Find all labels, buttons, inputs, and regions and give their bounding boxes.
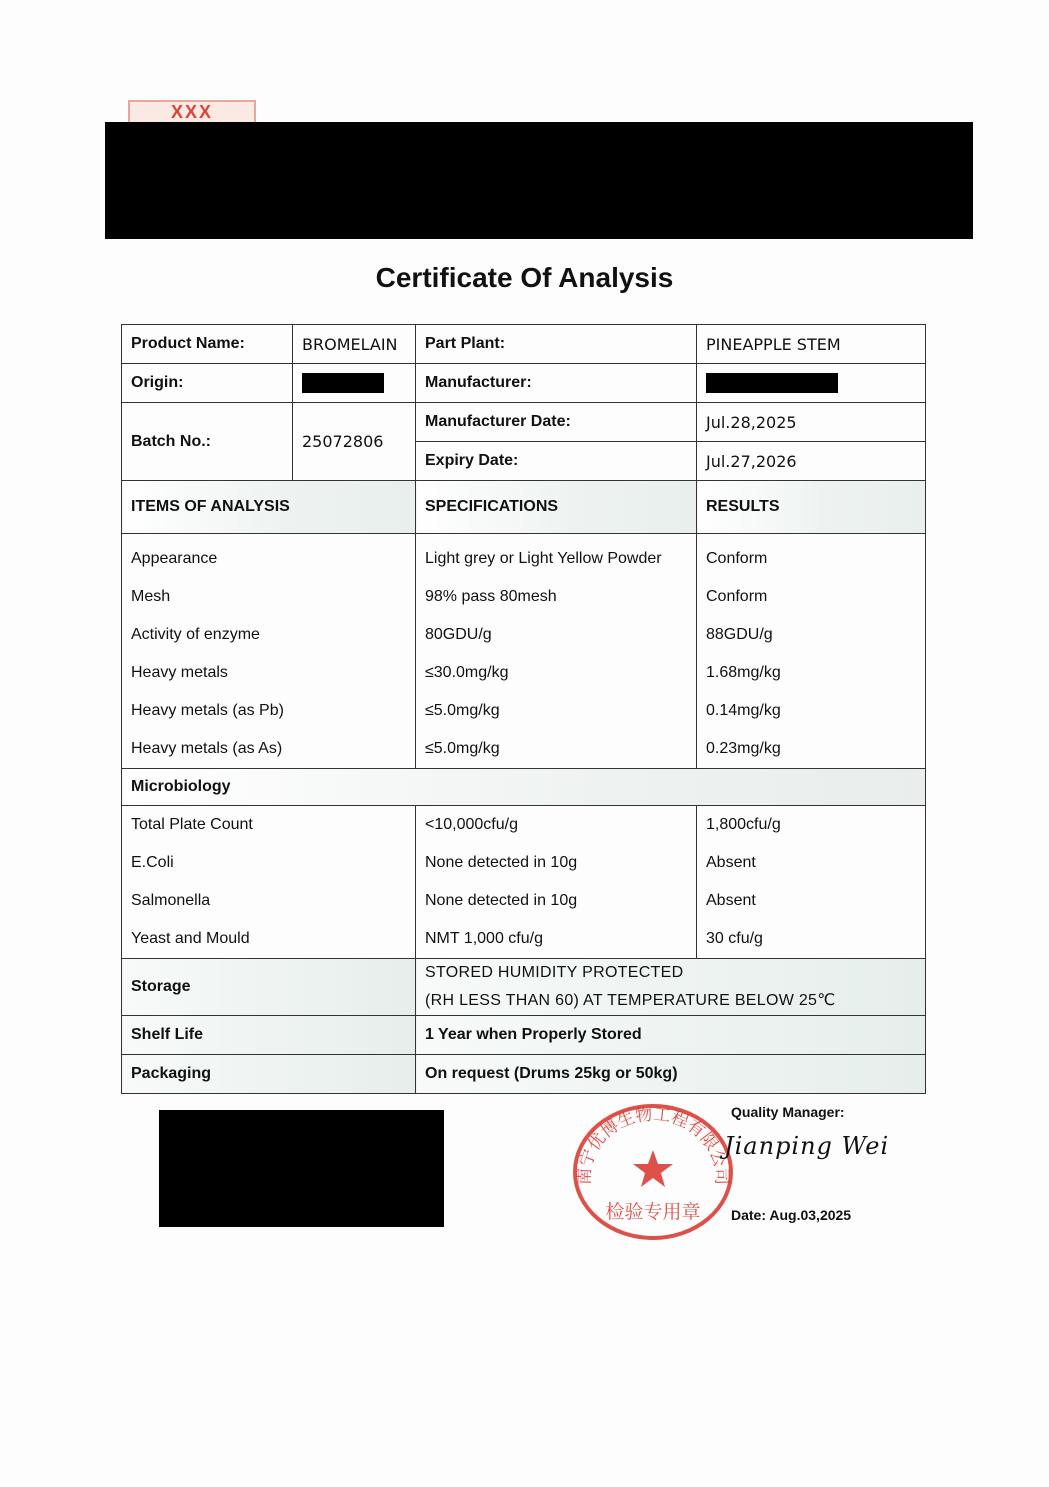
packaging-label: Packaging <box>122 1055 416 1094</box>
shelf-life-value: 1 Year when Properly Stored <box>416 1016 926 1055</box>
analysis-spec: 80GDU/g <box>416 616 697 654</box>
packaging-row <box>122 1055 926 1094</box>
stamp-star-icon <box>633 1150 673 1187</box>
batch-label: Batch No.: <box>122 403 293 481</box>
batch-value: 25072806 <box>293 403 416 481</box>
micro-item: Yeast and Mould <box>122 920 416 959</box>
packaging-value: On request (Drums 25kg or 50kg) <box>416 1055 926 1094</box>
microbiology-row <box>122 769 926 806</box>
signature: Jianping Wei <box>724 1132 890 1160</box>
expiry-value: Jul.27,2026 <box>697 442 926 481</box>
storage-value-cell <box>416 959 926 1016</box>
micro-result: Absent <box>697 844 926 882</box>
micro-result: 1,800cfu/g <box>697 806 926 845</box>
manufacturer-label: Manufacturer: <box>416 364 697 403</box>
part-plant-label: Part Plant: <box>416 325 697 364</box>
part-plant-value: PINEAPPLE STEM <box>697 325 926 364</box>
mfg-date-label: Manufacturer Date: <box>416 403 697 442</box>
table-row <box>122 730 926 769</box>
redacted-manufacturer <box>706 373 838 393</box>
analysis-spec: ≤30.0mg/kg <box>416 654 697 692</box>
micro-item: Total Plate Count <box>122 806 416 845</box>
table-row <box>122 806 926 845</box>
analysis-result: 1.68mg/kg <box>697 654 926 692</box>
analysis-result: Conform <box>697 534 926 579</box>
info-row-origin <box>122 364 926 403</box>
micro-spec: None detected in 10g <box>416 844 697 882</box>
storage-label: Storage <box>122 959 416 1016</box>
shelf-life-row <box>122 1016 926 1055</box>
micro-item: Salmonella <box>122 882 416 920</box>
micro-spec: <10,000cfu/g <box>416 806 697 845</box>
company-seal-stamp <box>568 1098 738 1243</box>
micro-item: E.Coli <box>122 844 416 882</box>
table-row <box>122 616 926 654</box>
redacted-letterhead <box>105 122 973 239</box>
analysis-spec: ≤5.0mg/kg <box>416 692 697 730</box>
micro-spec: None detected in 10g <box>416 882 697 920</box>
analysis-result: Conform <box>697 578 926 616</box>
quality-manager-label: Quality Manager: <box>731 1104 845 1120</box>
analysis-spec: Light grey or Light Yellow Powder <box>416 534 697 579</box>
items-header: ITEMS OF ANALYSIS <box>122 481 416 534</box>
analysis-item: Activity of enzyme <box>122 616 416 654</box>
analysis-result: 0.14mg/kg <box>697 692 926 730</box>
analysis-item: Heavy metals <box>122 654 416 692</box>
table-row <box>122 692 926 730</box>
storage-line-2: (RH LESS THAN 60) AT TEMPERATURE BELOW 25℃ <box>425 992 836 1009</box>
table-row <box>122 882 926 920</box>
specs-header: SPECIFICATIONS <box>416 481 697 534</box>
analysis-spec: ≤5.0mg/kg <box>416 730 697 769</box>
redacted-origin <box>302 373 384 393</box>
micro-result: 30 cfu/g <box>697 920 926 959</box>
shelf-life-label: Shelf Life <box>122 1016 416 1055</box>
mfg-date-value: Jul.28,2025 <box>697 403 926 442</box>
manufacturer-value-cell <box>697 364 926 403</box>
micro-result: Absent <box>697 882 926 920</box>
analysis-item: Heavy metals (as Pb) <box>122 692 416 730</box>
results-header: RESULTS <box>697 481 926 534</box>
signoff-date: Date: Aug.03,2025 <box>731 1207 852 1223</box>
expiry-label: Expiry Date: <box>416 442 697 481</box>
table-row <box>122 578 926 616</box>
microbiology-label: Microbiology <box>122 769 926 806</box>
micro-spec: NMT 1,000 cfu/g <box>416 920 697 959</box>
analysis-item: Mesh <box>122 578 416 616</box>
product-name-value: BROMELAIN <box>293 325 416 364</box>
coa-table <box>121 324 926 1094</box>
origin-value-cell <box>293 364 416 403</box>
storage-line-1: STORED HUMIDITY PROTECTED <box>425 964 684 981</box>
analysis-result: 88GDU/g <box>697 616 926 654</box>
info-row-batch <box>122 403 926 442</box>
analysis-item: Appearance <box>122 534 416 579</box>
analysis-item: Heavy metals (as As) <box>122 730 416 769</box>
storage-row <box>122 959 926 1016</box>
analysis-header-row <box>122 481 926 534</box>
company-logo: XXX <box>128 100 256 124</box>
stamp-bottom-text: 检验专用章 <box>605 1201 701 1223</box>
product-name-label: Product Name: <box>122 325 293 364</box>
table-row <box>122 844 926 882</box>
info-row-product <box>122 325 926 364</box>
origin-label: Origin: <box>122 364 293 403</box>
stamp-top-text: 南宁优博生物工程有限公司 <box>574 1104 732 1186</box>
redacted-bottom-block <box>159 1110 444 1227</box>
page-title: Certificate Of Analysis <box>375 262 674 293</box>
analysis-result: 0.23mg/kg <box>697 730 926 769</box>
table-row <box>122 654 926 692</box>
analysis-spec: 98% pass 80mesh <box>416 578 697 616</box>
table-row <box>122 920 926 959</box>
table-row <box>122 534 926 579</box>
